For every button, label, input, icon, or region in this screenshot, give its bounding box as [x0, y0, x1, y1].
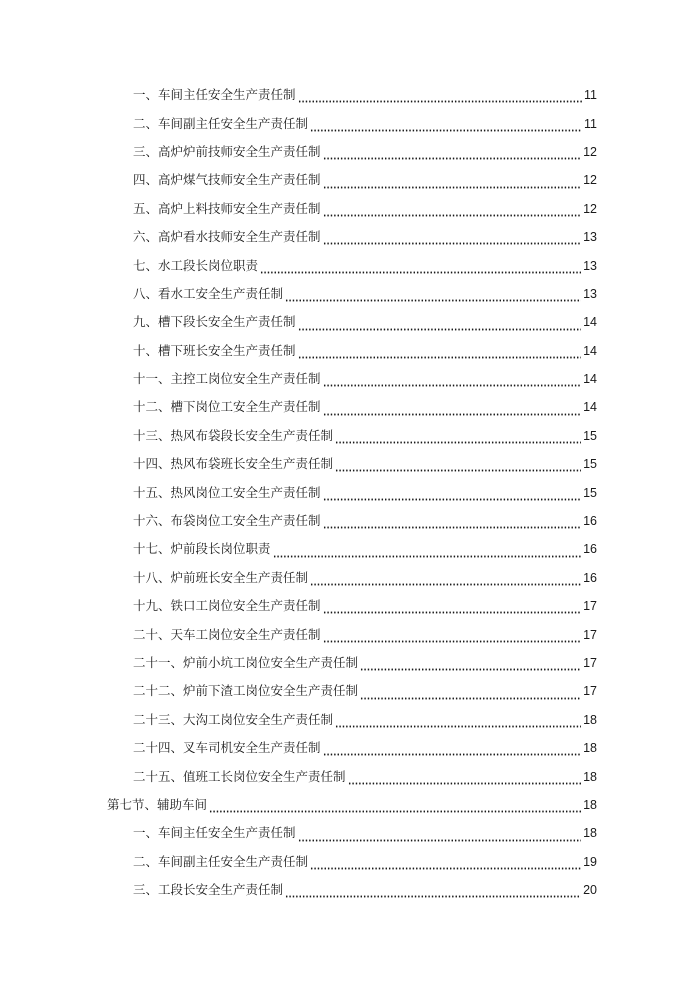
toc-dot-leader	[323, 150, 582, 160]
toc-entry[interactable]	[0, 649, 597, 677]
toc-entry[interactable]	[0, 280, 597, 308]
toc-dot-leader	[310, 122, 582, 132]
toc-entry[interactable]	[0, 109, 597, 137]
toc-page-number: 18	[583, 741, 597, 756]
toc-page-number: 15	[583, 428, 597, 443]
toc-page-number: 14	[583, 343, 597, 358]
toc-entry[interactable]	[0, 507, 597, 535]
toc-entry[interactable]	[0, 166, 597, 194]
toc-entry-title: 五、高炉上料技师安全生产责任制	[133, 200, 321, 216]
toc-entry-title: 十二、槽下岗位工安全生产责任制	[133, 399, 321, 415]
toc-entry[interactable]	[0, 876, 597, 904]
toc-dot-leader	[298, 832, 582, 842]
toc-entry-title: 七、水工段长岗位职责	[133, 257, 259, 273]
toc-entry-title: 八、看水工安全生产责任制	[133, 285, 284, 301]
toc-dot-leader	[360, 661, 581, 671]
toc-dot-leader	[323, 207, 582, 217]
toc-entry-title: 十五、热风岗位工安全生产责任制	[133, 484, 321, 500]
toc-page-number: 17	[583, 599, 597, 614]
toc-page-number: 12	[583, 144, 597, 159]
toc-page-number: 11	[584, 88, 597, 103]
toc-entry-title: 十六、布袋岗位工安全生产责任制	[133, 513, 321, 529]
toc-entry[interactable]	[0, 734, 597, 762]
toc-page-number: 11	[584, 116, 597, 131]
toc-entry[interactable]	[0, 195, 597, 223]
toc-entry[interactable]	[0, 848, 597, 876]
toc-entry-title: 六、高炉看水技师安全生产责任制	[133, 229, 321, 245]
toc-dot-leader	[360, 690, 581, 700]
toc-dot-leader	[323, 746, 582, 756]
toc-entry[interactable]	[0, 393, 597, 421]
toc-entry-title: 九、槽下段长安全生产责任制	[133, 314, 296, 330]
toc-page-number: 18	[583, 712, 597, 727]
toc-entry-title: 二十三、大沟工岗位安全生产责任制	[133, 711, 334, 727]
toc-entry[interactable]	[0, 308, 597, 336]
toc-entry[interactable]	[0, 138, 597, 166]
toc-entry-title: 二十二、炉前下渣工岗位安全生产责任制	[133, 683, 359, 699]
toc-dot-leader	[323, 406, 582, 416]
toc-dot-leader	[323, 633, 582, 643]
toc-page-number: 16	[583, 542, 597, 557]
toc-page-number: 15	[583, 485, 597, 500]
toc-page-number: 13	[583, 258, 597, 273]
toc-page-number: 16	[583, 570, 597, 585]
toc-entry-title: 二十四、叉车司机安全生产责任制	[133, 740, 321, 756]
toc-entry-title: 十、槽下班长安全生产责任制	[133, 342, 296, 358]
toc-entry[interactable]	[0, 478, 597, 506]
toc-entry-title: 四、高炉煤气技师安全生产责任制	[133, 172, 321, 188]
toc-dot-leader	[285, 888, 581, 898]
toc-entry[interactable]	[0, 337, 597, 365]
toc-page-number: 17	[583, 684, 597, 699]
toc-entry-title: 十九、铁口工岗位安全生产责任制	[133, 598, 321, 614]
toc-dot-leader	[260, 264, 581, 274]
toc-entry-title: 十一、主控工岗位安全生产责任制	[133, 371, 321, 387]
toc-page-number: 17	[583, 627, 597, 642]
toc-entry-title: 十八、炉前班长安全生产责任制	[133, 569, 309, 585]
toc-page-number: 15	[583, 457, 597, 472]
toc-entry[interactable]	[0, 819, 597, 847]
toc-section-entry[interactable]	[0, 791, 597, 819]
toc-entry-title: 二、车间副主任安全生产责任制	[133, 853, 309, 869]
toc-dot-leader	[335, 434, 581, 444]
toc-page-number: 17	[583, 656, 597, 670]
toc-dot-leader	[285, 292, 581, 302]
toc-entry-title: 二十五、值班工长岗位安全生产责任制	[133, 768, 346, 784]
toc-dot-leader	[335, 462, 581, 472]
toc-entry-title: 一、车间主任安全生产责任制	[133, 825, 296, 841]
toc-entry[interactable]	[0, 592, 597, 620]
toc-page-number: 13	[583, 230, 597, 245]
toc-dot-leader	[323, 519, 582, 529]
toc-page-number: 20	[583, 883, 597, 898]
toc-dot-leader	[323, 235, 582, 245]
toc-entry-title: 二、车间副主任安全生产责任制	[133, 115, 309, 131]
toc-entry[interactable]	[0, 251, 597, 279]
toc-entry-title: 十七、炉前段长岗位职责	[133, 541, 271, 557]
toc-page-number: 18	[583, 769, 597, 784]
toc-entry-title: 十三、热风布袋段长安全生产责任制	[133, 427, 334, 443]
toc-dot-leader	[273, 548, 582, 558]
toc-page-number: 18	[583, 797, 597, 812]
toc-entry[interactable]	[0, 450, 597, 478]
toc-entry[interactable]	[0, 81, 597, 109]
toc-entry[interactable]	[0, 677, 597, 705]
toc-page-number: 14	[583, 315, 597, 330]
toc-entry-title: 一、车间主任安全生产责任制	[133, 87, 296, 103]
toc-dot-leader	[209, 803, 581, 813]
toc-dot-leader	[310, 860, 581, 870]
toc-dot-leader	[348, 775, 582, 785]
toc-dot-leader	[323, 377, 582, 387]
toc-entry-title: 第七节、辅助车间	[107, 796, 208, 812]
toc-page-number: 12	[583, 173, 597, 188]
toc-dot-leader	[298, 93, 583, 103]
toc-entry-title: 三、工段长安全生产责任制	[133, 882, 284, 898]
toc-dot-leader	[298, 349, 582, 359]
toc-entry-title: 二十、天车工岗位安全生产责任制	[133, 626, 321, 642]
toc-page-number: 14	[583, 400, 597, 415]
toc-entry-title: 三、高炉炉前技师安全生产责任制	[133, 143, 321, 159]
toc-entry[interactable]	[0, 535, 597, 563]
toc-entry[interactable]	[0, 706, 597, 734]
toc-dot-leader	[323, 179, 582, 189]
toc-dot-leader	[323, 604, 582, 614]
toc-dot-leader	[298, 321, 582, 331]
toc-page-number: 19	[583, 854, 597, 869]
toc-entry[interactable]	[0, 762, 597, 790]
toc-page-number: 14	[583, 372, 597, 387]
toc-dot-leader	[310, 576, 581, 586]
toc-entry[interactable]	[0, 422, 597, 450]
toc-page-number: 16	[583, 514, 597, 529]
toc-dot-leader	[335, 718, 581, 728]
toc-entry[interactable]	[0, 365, 597, 393]
toc-dot-leader	[323, 491, 582, 501]
toc-entry[interactable]	[0, 620, 597, 648]
toc-entry[interactable]	[0, 223, 597, 251]
toc-entry-title: 二十一、炉前小坑工岗位安全生产责任制	[133, 655, 359, 670]
toc-page-number: 13	[583, 286, 597, 301]
toc-page-number: 18	[583, 826, 597, 841]
toc-page-number: 12	[583, 201, 597, 216]
toc-entry[interactable]	[0, 564, 597, 592]
table-of-contents	[0, 81, 700, 904]
toc-entry-title: 十四、热风布袋班长安全生产责任制	[133, 456, 334, 472]
